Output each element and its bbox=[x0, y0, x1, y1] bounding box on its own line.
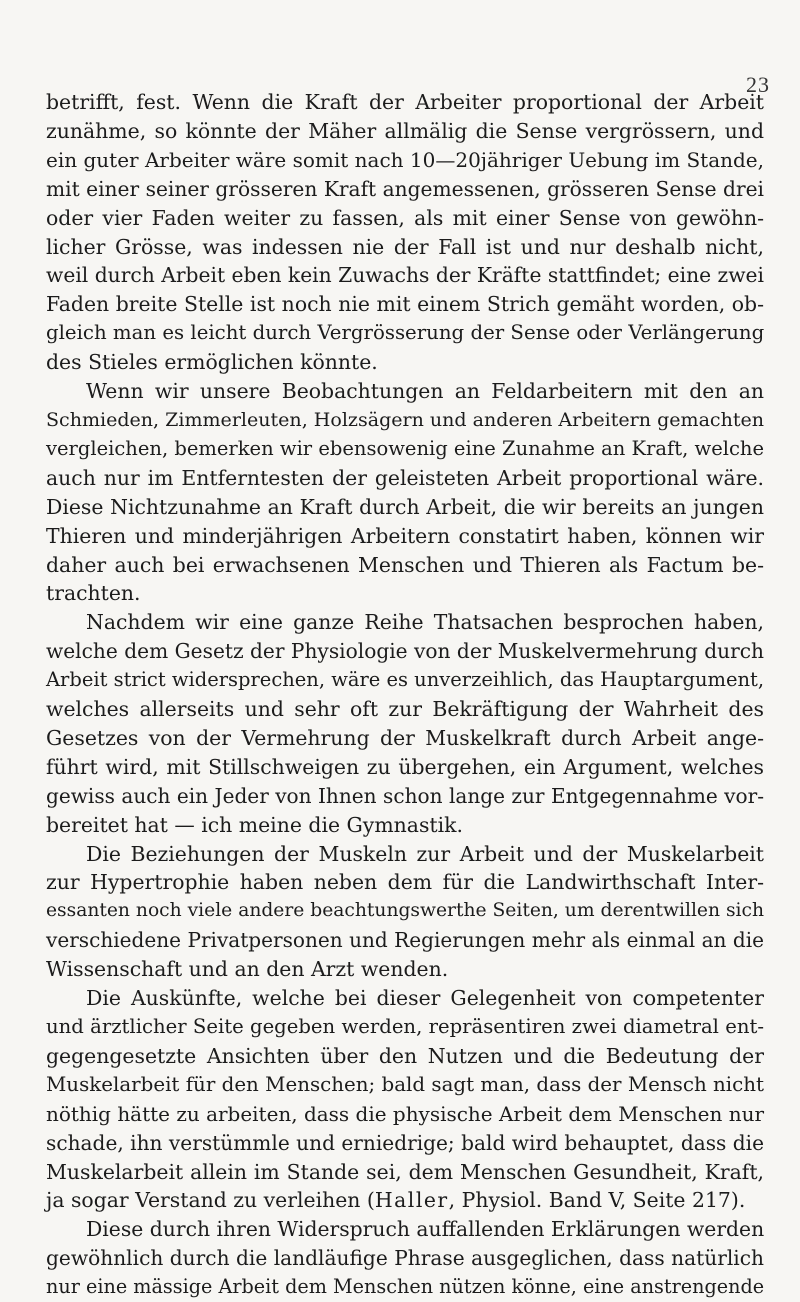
body-text bbox=[46, 88, 764, 1302]
text-line: vergleichen, bemerken wir ebensowenig eine Zunahme an Kraft, welche bbox=[46, 436, 764, 460]
text-line: führt wird, mit Stillschweigen zu übergehen, ein Argument, welches bbox=[46, 754, 764, 779]
text-line: gewöhnlich durch die landläufige Phrase ausgeglichen, dass natürlich bbox=[46, 1246, 764, 1271]
page-number: 23 bbox=[746, 72, 770, 97]
text-line: essanten noch viele andere beachtungswerthe Seiten, um derentwillen sich bbox=[46, 900, 764, 922]
text-line: Faden breite Stelle ist noch nie mit einem Strich gemäht worden, ob- bbox=[46, 292, 764, 317]
text-line: verschiedene Privatpersonen und Regierungen mehr als einmal an die bbox=[46, 928, 764, 953]
text-line: gegengesetzte Ansichten über den Nutzen und die Bedeutung der bbox=[46, 1043, 764, 1068]
text-line: und ärztlicher Seite gegeben werden, repräsentiren zwei diametral ent- bbox=[46, 1015, 764, 1038]
text-line: licher Grösse, was indessen nie der Fall ist und nur deshalb nicht, bbox=[46, 234, 764, 259]
text-line: Diese durch ihren Widerspruch auffallenden Erklärungen werden bbox=[86, 1217, 765, 1242]
paragraph bbox=[46, 608, 764, 839]
text-line: welches allerseits und sehr oft zur Bekräftigung der Wahrheit des bbox=[46, 697, 764, 722]
text-line: Die Beziehungen der Muskeln zur Arbeit und der Muskelarbeit bbox=[86, 841, 764, 866]
text-line: auch nur im Entferntesten der geleisteten Arbeit proportional wäre. bbox=[46, 465, 764, 490]
text-line: oder vier Faden weiter zu fassen, als mit einer Sense von gewöhn- bbox=[46, 205, 764, 230]
text-line: Schmieden, Zimmerleuten, Holzsägern und anderen Arbeitern gemachten bbox=[46, 408, 764, 431]
paragraph bbox=[46, 840, 764, 985]
text-line: Die Auskünfte, welche bei dieser Gelegenheit von competenter bbox=[86, 986, 764, 1011]
text-line: Wissenschaft und an den Arzt wenden. bbox=[46, 957, 449, 982]
text-line: schade, ihn verstümmle und erniedrige; bald wird behauptet, dass die bbox=[46, 1130, 764, 1155]
text-line: daher auch bei erwachsenen Menschen und Thieren als Factum be- bbox=[46, 552, 764, 577]
text-line: gleich man es leicht durch Vergrösserung der Sense oder Verlängerung bbox=[46, 321, 765, 345]
text-line: betrifft, fest. Wenn die Kraft der Arbeiter proportional der Arbeit bbox=[46, 90, 764, 114]
text-line: mit einer seiner grösseren Kraft angemessenen, grösseren Sense drei bbox=[46, 176, 764, 201]
paragraph bbox=[46, 1215, 764, 1302]
author-name: Haller bbox=[374, 1188, 449, 1213]
text-line: ja sogar Verstand zu verleihen (Haller, Physiol. Band V, Seite 217). bbox=[46, 1188, 746, 1213]
text-line: trachten. bbox=[46, 581, 141, 606]
text-line: zunähme, so könnte der Mäher allmälig die Sense vergrössern, und bbox=[46, 118, 764, 143]
text-line: weil durch Arbeit eben kein Zuwachs der Kräfte stattfindet; eine zwei bbox=[46, 263, 765, 288]
text-line: nöthig hätte zu arbeiten, dass die physische Arbeit dem Menschen nur bbox=[46, 1101, 764, 1126]
text-line: gewiss auch ein Jeder von Ihnen schon lange zur Entgegennahme vor- bbox=[46, 783, 764, 808]
paragraph bbox=[46, 377, 764, 608]
text-line: welche dem Gesetz der Physiologie von der Muskelvermehrung durch bbox=[46, 639, 765, 664]
text-line: ein guter Arbeiter wäre somit nach 10—20jähriger Uebung im Stande, bbox=[46, 147, 764, 172]
text-line: bereitet hat — ich meine die Gymnastik. bbox=[46, 812, 463, 837]
text-line: Thieren und minderjährigen Arbeitern constatirt haben, können wir bbox=[46, 523, 764, 548]
text-line: des Stieles ermöglichen könnte. bbox=[46, 350, 378, 375]
paragraph bbox=[46, 88, 764, 377]
text-line: Diese Nichtzunahme an Kraft durch Arbeit, die wir bereits an jungen bbox=[46, 494, 764, 519]
text-line: Muskelarbeit für den Menschen; bald sagt man, dass der Mensch nicht bbox=[46, 1072, 764, 1096]
text-line: nur eine mässige Arbeit dem Menschen nützen könne, eine anstrengende bbox=[46, 1275, 765, 1299]
text-line: Gesetzes von der Vermehrung der Muskelkraft durch Arbeit ange- bbox=[46, 725, 764, 750]
text-line: Arbeit strict widersprechen, wäre es unverzeihlich, das Hauptargument, bbox=[46, 668, 765, 692]
text-line: Wenn wir unsere Beobachtungen an Feldarbeitern mit den an bbox=[86, 379, 764, 404]
text-line: Nachdem wir eine ganze Reihe Thatsachen besprochen haben, bbox=[86, 610, 764, 635]
paragraph bbox=[46, 984, 764, 1215]
text-line: Muskelarbeit allein im Stande sei, dem Menschen Gesundheit, Kraft, bbox=[46, 1159, 764, 1184]
text-line: zur Hypertrophie haben neben dem für die Landwirthschaft Inter- bbox=[46, 870, 764, 895]
